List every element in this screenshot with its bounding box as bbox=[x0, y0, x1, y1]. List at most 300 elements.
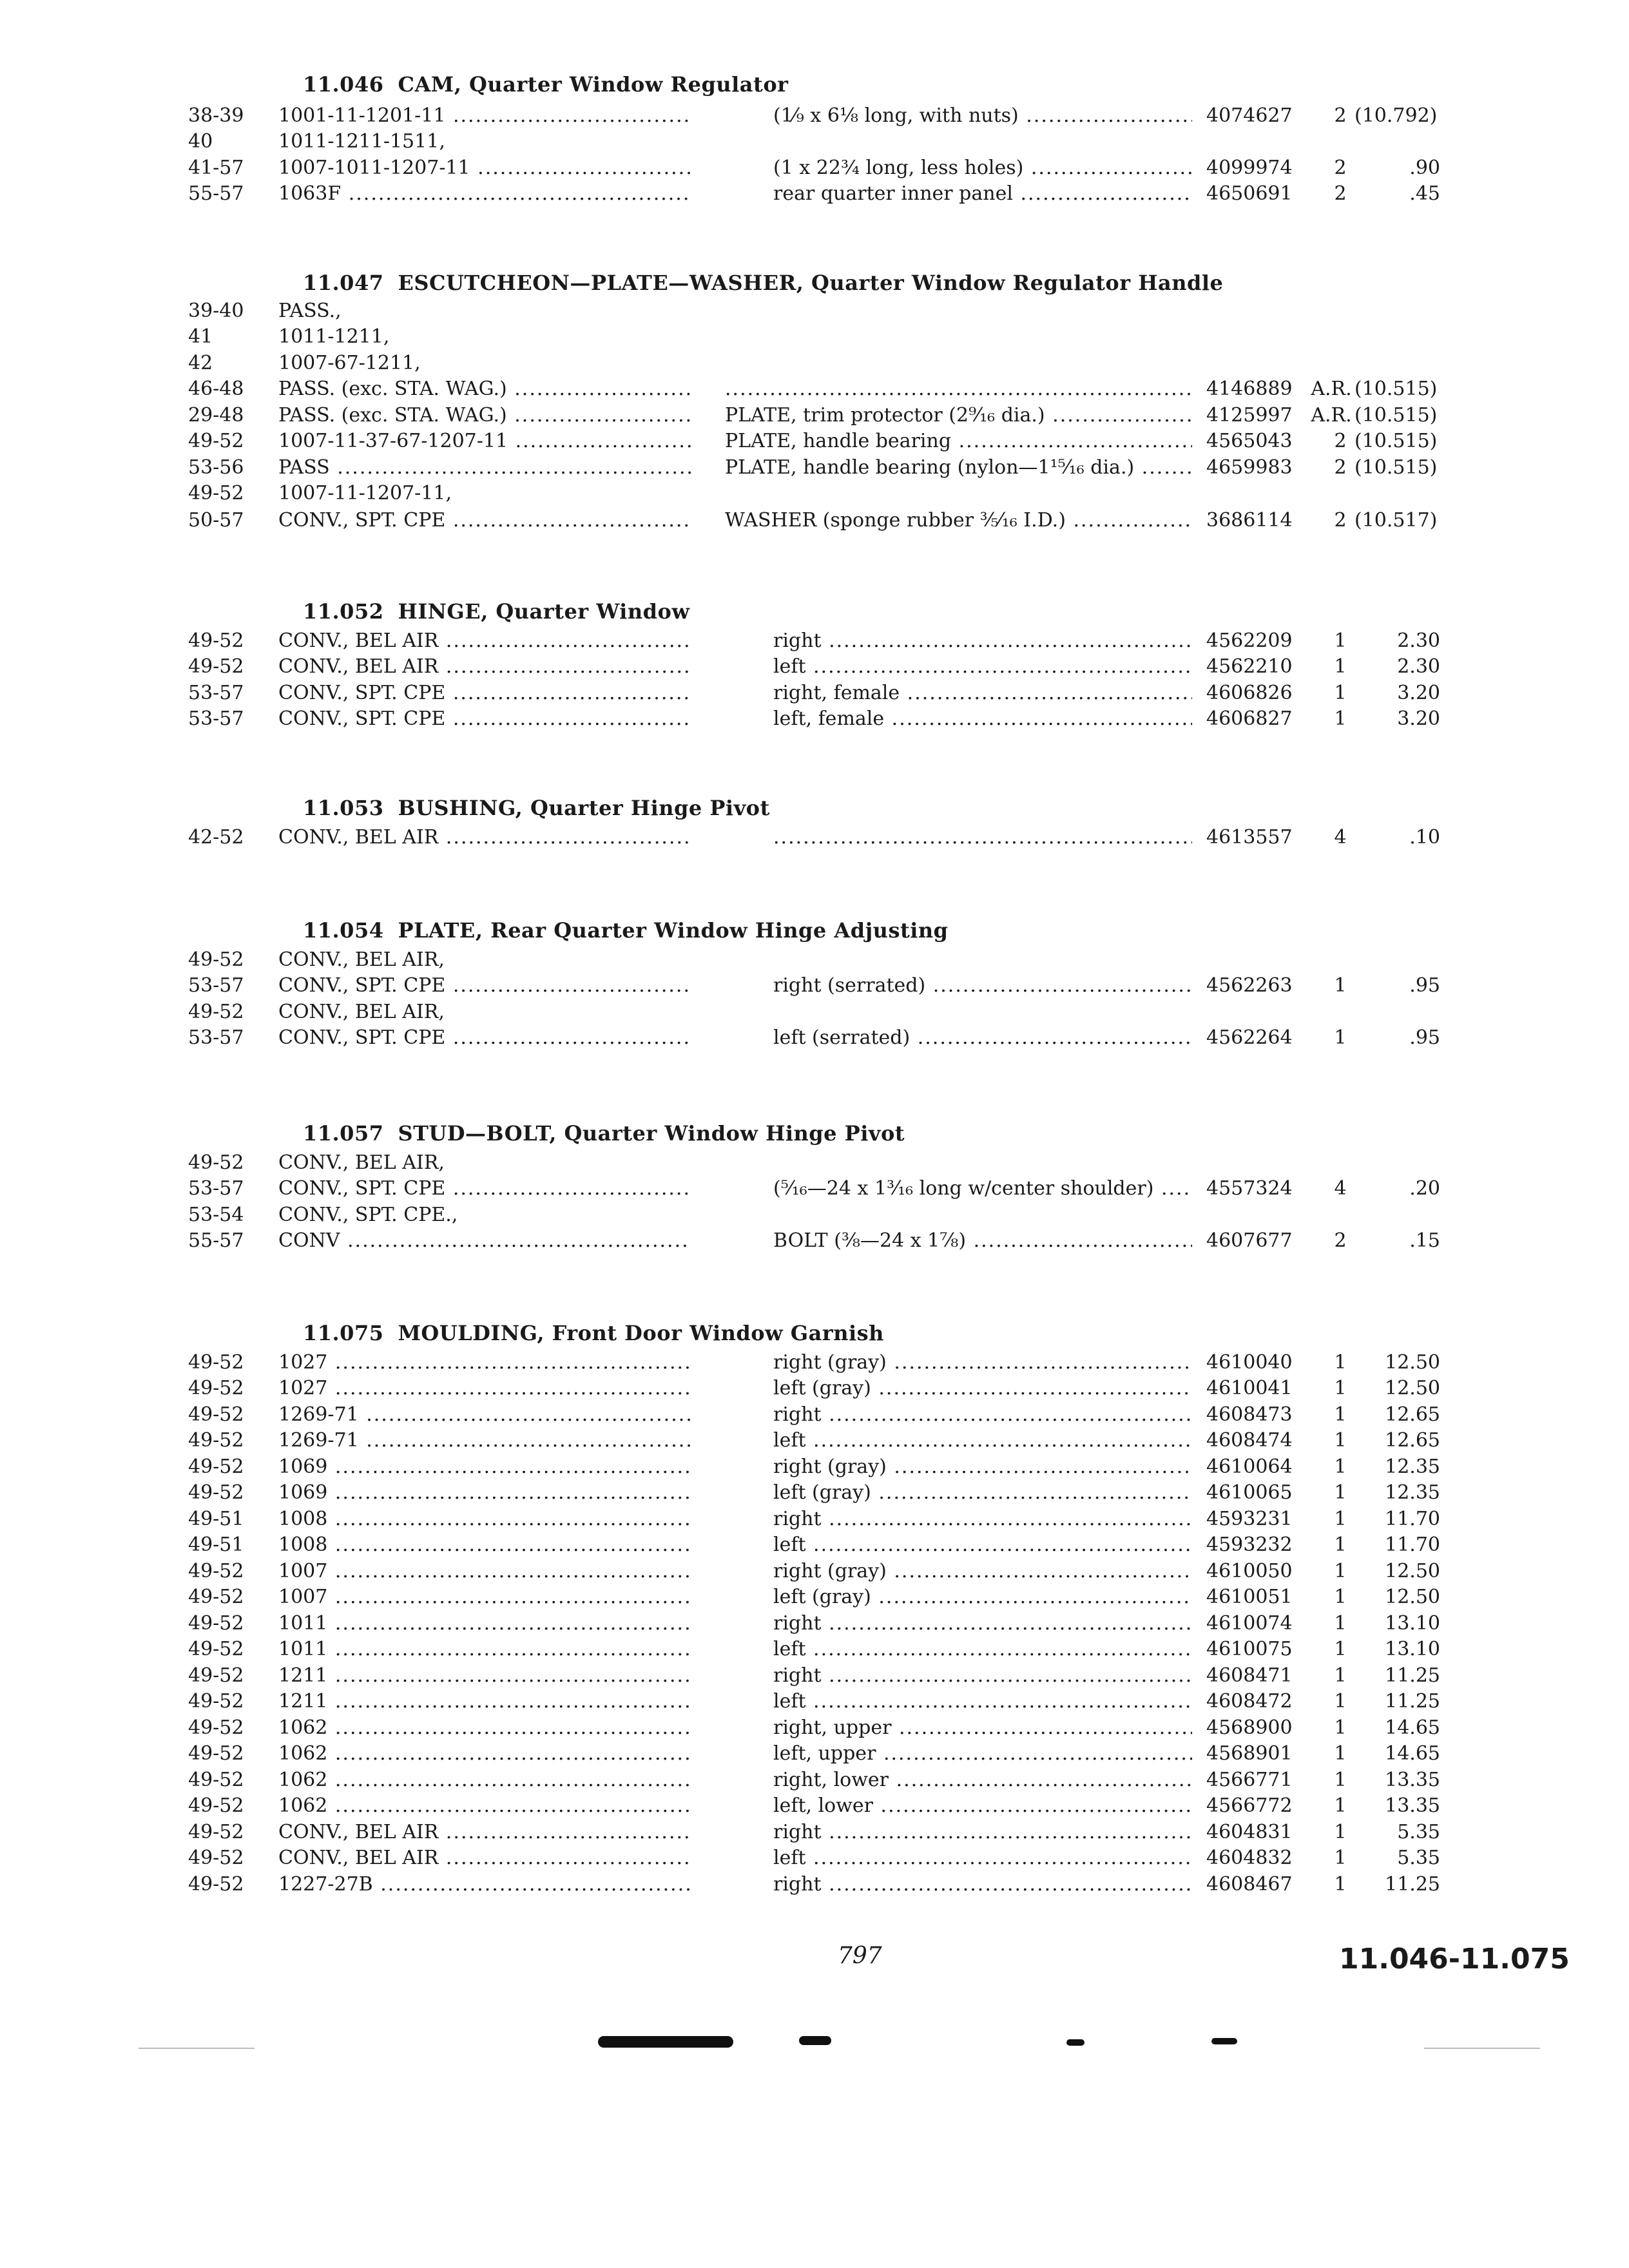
years-cell: 53-57 bbox=[188, 1026, 244, 1049]
price-cell: 11.70 bbox=[1385, 1533, 1440, 1556]
part-number-cell: 4593231 bbox=[1206, 1508, 1293, 1530]
part-number-cell: 4568901 bbox=[1206, 1742, 1293, 1765]
parts-row bbox=[0, 480, 1629, 507]
quantity-cell: 2 bbox=[1334, 104, 1347, 127]
quantity-cell: 1 bbox=[1334, 629, 1347, 652]
parts-row bbox=[0, 1175, 1629, 1202]
quantity-cell: 4 bbox=[1334, 1177, 1347, 1200]
quantity-cell: 1 bbox=[1334, 1533, 1347, 1556]
description-cell: PLATE, handle bearing (nylon—1¹⁵⁄₁₆ dia.) ..... bbox=[725, 454, 1192, 481]
section-heading bbox=[303, 796, 770, 820]
price-cell: 12.35 bbox=[1385, 1481, 1440, 1504]
quantity-cell: 1 bbox=[1334, 682, 1347, 704]
quantity-cell: 1 bbox=[1334, 1429, 1347, 1452]
models-cell: 1269-71 ..... bbox=[278, 1401, 691, 1428]
parts-row bbox=[0, 1532, 1629, 1559]
description-cell: BOLT (⅜—24 x 1⅞) ..... bbox=[773, 1227, 1192, 1254]
parts-row bbox=[0, 1636, 1629, 1663]
part-number-cell: 4562210 bbox=[1206, 655, 1293, 678]
models-cell: 1062 ..... bbox=[278, 1792, 691, 1820]
part-number-cell: 4610040 bbox=[1206, 1351, 1293, 1374]
models-cell: 1007 ..... bbox=[278, 1558, 691, 1585]
section-title: PLATE, Rear Quarter Window Hinge Adjusting bbox=[398, 918, 949, 943]
description-cell: (⁵⁄₁₆—24 x 1³⁄₁₆ long w/center shoulder) ..... bbox=[773, 1175, 1192, 1202]
description-cell: left (gray) ..... bbox=[773, 1584, 1192, 1611]
quantity-cell: 1 bbox=[1334, 1742, 1347, 1765]
years-cell: 49-52 bbox=[188, 1586, 244, 1608]
description-cell bbox=[725, 376, 1192, 403]
parts-row bbox=[0, 1584, 1629, 1611]
models-cell: 1062 ..... bbox=[278, 1715, 691, 1742]
description-cell: left ..... bbox=[773, 1532, 1192, 1559]
models-cell: 1227-27B ..... bbox=[278, 1871, 691, 1898]
description-cell: left, female ..... bbox=[773, 706, 1192, 733]
quantity-cell: 1 bbox=[1334, 1508, 1347, 1530]
scan-smudge bbox=[799, 2036, 831, 2045]
quantity-cell: 1 bbox=[1334, 1377, 1347, 1399]
years-cell: 49-52 bbox=[188, 1612, 244, 1635]
part-number-cell: 4604831 bbox=[1206, 1821, 1293, 1843]
quantity-cell: A.R. bbox=[1311, 404, 1352, 427]
part-number-cell: 4099974 bbox=[1206, 157, 1293, 179]
price-cell: 3.20 bbox=[1397, 682, 1440, 704]
price-cell: 5.35 bbox=[1397, 1821, 1440, 1843]
description-cell: right ..... bbox=[773, 1506, 1192, 1533]
price-cell: 12.65 bbox=[1385, 1429, 1440, 1452]
years-cell: 49-52 bbox=[188, 482, 244, 505]
years-cell: 49-52 bbox=[188, 1794, 244, 1817]
years-cell: 39-40 bbox=[188, 300, 244, 322]
price-cell: 12.50 bbox=[1385, 1377, 1440, 1399]
page-number: 797 bbox=[838, 1943, 882, 1969]
years-cell: 53-54 bbox=[188, 1204, 244, 1226]
price-cell: 13.10 bbox=[1385, 1612, 1440, 1635]
part-number-cell: 3686114 bbox=[1206, 509, 1293, 532]
section-number: 11.046 bbox=[303, 72, 384, 97]
quantity-cell: 2 bbox=[1334, 157, 1347, 179]
part-number-cell: 4610064 bbox=[1206, 1456, 1293, 1478]
years-cell: 38-39 bbox=[188, 104, 244, 127]
years-cell: 49-52 bbox=[188, 1638, 244, 1660]
models-cell: 1007 ..... bbox=[278, 1584, 691, 1611]
quantity-cell: 1 bbox=[1334, 1351, 1347, 1374]
parts-row bbox=[0, 680, 1629, 707]
years-cell: 49-52 bbox=[188, 430, 244, 452]
price-cell: .45 bbox=[1409, 182, 1440, 205]
part-number-cell: 4566771 bbox=[1206, 1769, 1293, 1791]
models-cell: 1011-1211-1511, bbox=[278, 130, 445, 153]
price-cell: .10 bbox=[1409, 826, 1440, 849]
price-cell: 2.30 bbox=[1397, 655, 1440, 678]
years-cell: 46-48 bbox=[188, 378, 244, 400]
quantity-cell: 1 bbox=[1334, 1847, 1347, 1869]
parts-row bbox=[0, 1375, 1629, 1402]
price-cell: (10.515) bbox=[1354, 456, 1438, 479]
years-cell: 53-57 bbox=[188, 682, 244, 704]
section-title: ESCUTCHEON—PLATE—WASHER, Quarter Window Regulator Handle bbox=[398, 271, 1224, 295]
years-cell: 49-52 bbox=[188, 1403, 244, 1426]
part-number-cell: 4610065 bbox=[1206, 1481, 1293, 1504]
years-cell: 49-52 bbox=[188, 1001, 244, 1023]
price-cell: (10.515) bbox=[1354, 404, 1438, 427]
description-cell: right ..... bbox=[773, 1871, 1192, 1898]
price-cell: (10.515) bbox=[1354, 378, 1438, 400]
price-cell: 14.65 bbox=[1385, 1742, 1440, 1765]
models-cell: 1001-11-1201-11 ..... bbox=[278, 102, 691, 130]
description-cell: rear quarter inner panel ..... bbox=[773, 180, 1192, 207]
part-number-cell: 4565043 bbox=[1206, 430, 1293, 452]
quantity-cell: 1 bbox=[1334, 974, 1347, 997]
parts-row bbox=[0, 824, 1629, 851]
part-number-cell: 4074627 bbox=[1206, 104, 1293, 127]
models-cell: PASS. (exc. STA. WAG.) ..... bbox=[278, 402, 691, 429]
models-cell: CONV., BEL AIR ..... bbox=[278, 824, 691, 851]
models-cell: 1062 ..... bbox=[278, 1740, 691, 1767]
section-number: 11.047 bbox=[303, 271, 384, 295]
section-title: HINGE, Quarter Window bbox=[398, 599, 690, 624]
section-heading bbox=[303, 1121, 905, 1146]
quantity-cell: 1 bbox=[1334, 1769, 1347, 1791]
models-cell: CONV., SPT. CPE., bbox=[278, 1204, 458, 1226]
section-heading bbox=[303, 599, 689, 624]
quantity-cell: 1 bbox=[1334, 1481, 1347, 1504]
parts-row bbox=[0, 1688, 1629, 1715]
parts-row bbox=[0, 1427, 1629, 1454]
models-cell: 1062 ..... bbox=[278, 1767, 691, 1794]
parts-row bbox=[0, 1845, 1629, 1872]
description-cell: left ..... bbox=[773, 1688, 1192, 1715]
models-cell: CONV., SPT. CPE ..... bbox=[278, 507, 691, 534]
parts-row bbox=[0, 128, 1629, 155]
parts-row bbox=[0, 947, 1629, 974]
description-cell: right ..... bbox=[773, 1819, 1192, 1846]
description-cell: right, lower ..... bbox=[773, 1767, 1192, 1794]
quantity-cell: 1 bbox=[1334, 1873, 1347, 1896]
models-cell: 1027 ..... bbox=[278, 1375, 691, 1402]
part-number-cell: 4604832 bbox=[1206, 1847, 1293, 1869]
quantity-cell: 1 bbox=[1334, 655, 1347, 678]
part-number-cell: 4562263 bbox=[1206, 974, 1293, 997]
section-title: MOULDING, Front Door Window Garnish bbox=[398, 1321, 884, 1345]
part-number-cell: 4650691 bbox=[1206, 182, 1293, 205]
part-number-cell: 4562264 bbox=[1206, 1026, 1293, 1049]
parts-row bbox=[0, 1202, 1629, 1229]
years-cell: 42 bbox=[188, 352, 213, 374]
quantity-cell: 1 bbox=[1334, 1638, 1347, 1660]
models-cell: CONV., BEL AIR ..... bbox=[278, 628, 691, 655]
price-cell: 12.50 bbox=[1385, 1586, 1440, 1608]
description-cell: left ..... bbox=[773, 1427, 1192, 1454]
part-number-cell: 4606826 bbox=[1206, 682, 1293, 704]
price-cell: 2.30 bbox=[1397, 629, 1440, 652]
years-cell: 49-52 bbox=[188, 1821, 244, 1843]
description-cell: right (gray) ..... bbox=[773, 1349, 1192, 1376]
price-cell: 12.50 bbox=[1385, 1560, 1440, 1582]
part-number-cell: 4146889 bbox=[1206, 378, 1293, 400]
years-cell: 53-57 bbox=[188, 1177, 244, 1200]
years-cell: 49-52 bbox=[188, 1456, 244, 1478]
models-cell: 1007-11-1207-11, bbox=[278, 482, 452, 505]
part-number-cell: 4608467 bbox=[1206, 1873, 1293, 1896]
parts-row bbox=[0, 428, 1629, 455]
part-number-cell: 4606827 bbox=[1206, 707, 1293, 730]
part-number-cell: 4608473 bbox=[1206, 1403, 1293, 1426]
years-cell: 49-52 bbox=[188, 1847, 244, 1869]
scan-line bbox=[139, 2048, 255, 2049]
description-cell: (1⁄⁡₉ x 6⅛ long, with nuts) ..... bbox=[773, 102, 1192, 130]
models-cell: 1007-67-1211, bbox=[278, 352, 421, 374]
description-cell bbox=[773, 824, 1192, 851]
parts-row bbox=[0, 1149, 1629, 1177]
parts-row bbox=[0, 1024, 1629, 1052]
years-cell: 49-52 bbox=[188, 1377, 244, 1399]
description-cell: PLATE, handle bearing ..... bbox=[725, 428, 1192, 455]
part-number-cell: 4659983 bbox=[1206, 456, 1293, 479]
price-cell: 11.25 bbox=[1385, 1873, 1440, 1896]
years-cell: 49-52 bbox=[188, 1351, 244, 1374]
models-cell: CONV., BEL AIR ..... bbox=[278, 1819, 691, 1846]
quantity-cell: 2 bbox=[1334, 1229, 1347, 1252]
description-cell: left ..... bbox=[773, 1636, 1192, 1663]
price-cell: 12.65 bbox=[1385, 1403, 1440, 1426]
description-cell: left ..... bbox=[773, 1845, 1192, 1872]
part-number-cell: 4568900 bbox=[1206, 1716, 1293, 1739]
parts-row bbox=[0, 1227, 1629, 1254]
parts-row bbox=[0, 1454, 1629, 1481]
models-cell: CONV., SPT. CPE ..... bbox=[278, 680, 691, 707]
years-cell: 49-52 bbox=[188, 1769, 244, 1791]
section-number: 11.053 bbox=[303, 796, 384, 820]
section-number: 11.054 bbox=[303, 918, 384, 943]
years-cell: 49-52 bbox=[188, 1429, 244, 1452]
years-cell: 49-52 bbox=[188, 1690, 244, 1713]
models-cell: 1008 ..... bbox=[278, 1506, 691, 1533]
years-cell: 49-52 bbox=[188, 1716, 244, 1739]
section-heading bbox=[303, 918, 949, 943]
description-cell: left (gray) ..... bbox=[773, 1375, 1192, 1402]
quantity-cell: 1 bbox=[1334, 1403, 1347, 1426]
quantity-cell: 1 bbox=[1334, 1456, 1347, 1478]
part-number-cell: 4593232 bbox=[1206, 1533, 1293, 1556]
section-number: 11.052 bbox=[303, 599, 384, 624]
models-cell: 1011-1211, bbox=[278, 325, 390, 348]
parts-row bbox=[0, 1506, 1629, 1533]
price-cell: 13.35 bbox=[1385, 1794, 1440, 1817]
parts-row bbox=[0, 180, 1629, 207]
models-cell: 1269-71 ..... bbox=[278, 1427, 691, 1454]
models-cell: PASS., bbox=[278, 300, 342, 322]
description-cell: right (gray) ..... bbox=[773, 1558, 1192, 1585]
years-cell: 49-52 bbox=[188, 1664, 244, 1687]
part-number-cell: 4608471 bbox=[1206, 1664, 1293, 1687]
description-cell: left ..... bbox=[773, 653, 1192, 680]
price-cell: .20 bbox=[1409, 1177, 1440, 1200]
years-cell: 49-51 bbox=[188, 1508, 244, 1530]
quantity-cell: 2 bbox=[1334, 456, 1347, 479]
part-number-cell: 4125997 bbox=[1206, 404, 1293, 427]
years-cell: 42-52 bbox=[188, 826, 244, 849]
years-cell: 50-57 bbox=[188, 509, 244, 532]
part-number-cell: 4608472 bbox=[1206, 1690, 1293, 1713]
parts-row bbox=[0, 102, 1629, 130]
models-cell: CONV., BEL AIR, bbox=[278, 1001, 445, 1023]
quantity-cell: 4 bbox=[1334, 826, 1347, 849]
part-number-cell: 4608474 bbox=[1206, 1429, 1293, 1452]
description-cell: right (gray) ..... bbox=[773, 1454, 1192, 1481]
years-cell: 53-56 bbox=[188, 456, 244, 479]
part-number-cell: 4610075 bbox=[1206, 1638, 1293, 1660]
quantity-cell: 1 bbox=[1334, 1821, 1347, 1843]
scan-line bbox=[1424, 2048, 1540, 2049]
quantity-cell: 1 bbox=[1334, 1612, 1347, 1635]
models-cell: 1007-11-37-67-1207-11 ..... bbox=[278, 428, 691, 455]
description-cell: left, lower ..... bbox=[773, 1792, 1192, 1820]
part-number-cell: 4610051 bbox=[1206, 1586, 1293, 1608]
quantity-cell: 1 bbox=[1334, 1026, 1347, 1049]
part-number-cell: 4566772 bbox=[1206, 1794, 1293, 1817]
years-cell: 49-52 bbox=[188, 1873, 244, 1896]
description-cell: left (gray) ..... bbox=[773, 1479, 1192, 1506]
scan-smudge bbox=[598, 2036, 733, 2048]
models-cell: PASS. (exc. STA. WAG.) ..... bbox=[278, 376, 691, 403]
models-cell: CONV., BEL AIR, bbox=[278, 948, 445, 971]
years-cell: 49-52 bbox=[188, 1151, 244, 1174]
parts-row bbox=[0, 1610, 1629, 1637]
price-cell: 11.25 bbox=[1385, 1664, 1440, 1687]
quantity-cell: 1 bbox=[1334, 1794, 1347, 1817]
models-cell: CONV., SPT. CPE ..... bbox=[278, 1175, 691, 1202]
parts-row bbox=[0, 1715, 1629, 1742]
part-number-cell: 4557324 bbox=[1206, 1177, 1293, 1200]
price-cell: 13.35 bbox=[1385, 1769, 1440, 1791]
models-cell: 1027 ..... bbox=[278, 1349, 691, 1376]
section-heading bbox=[303, 271, 1223, 295]
price-cell: 11.70 bbox=[1385, 1508, 1440, 1530]
price-cell: .95 bbox=[1409, 1026, 1440, 1049]
section-range: 11.046-11.075 bbox=[1339, 1943, 1570, 1975]
models-cell: 1063F ..... bbox=[278, 180, 691, 207]
years-cell: 29-48 bbox=[188, 404, 244, 427]
part-number-cell: 4613557 bbox=[1206, 826, 1293, 849]
description-cell: right, female ..... bbox=[773, 680, 1192, 707]
parts-row bbox=[0, 1662, 1629, 1689]
section-number: 11.057 bbox=[303, 1121, 384, 1146]
quantity-cell: 1 bbox=[1334, 707, 1347, 730]
section-heading bbox=[303, 72, 789, 97]
price-cell: 12.35 bbox=[1385, 1456, 1440, 1478]
years-cell: 55-57 bbox=[188, 1229, 244, 1252]
years-cell: 41-57 bbox=[188, 157, 244, 179]
part-number-cell: 4562209 bbox=[1206, 629, 1293, 652]
models-cell: CONV., BEL AIR, bbox=[278, 1151, 445, 1174]
price-cell: 5.35 bbox=[1397, 1847, 1440, 1869]
part-number-cell: 4607677 bbox=[1206, 1229, 1293, 1252]
years-cell: 49-52 bbox=[188, 1560, 244, 1582]
price-cell: .15 bbox=[1409, 1229, 1440, 1252]
parts-row bbox=[0, 706, 1629, 733]
parts-row bbox=[0, 972, 1629, 999]
part-number-cell: 4610050 bbox=[1206, 1560, 1293, 1582]
models-cell: CONV., SPT. CPE ..... bbox=[278, 972, 691, 999]
description-cell: right ..... bbox=[773, 628, 1192, 655]
parts-row bbox=[0, 1401, 1629, 1428]
quantity-cell: 2 bbox=[1334, 509, 1347, 532]
parts-row bbox=[0, 1558, 1629, 1585]
models-cell: 1011 ..... bbox=[278, 1610, 691, 1637]
years-cell: 53-57 bbox=[188, 974, 244, 997]
years-cell: 53-57 bbox=[188, 707, 244, 730]
scan-smudge bbox=[1066, 2039, 1084, 2046]
quantity-cell: 1 bbox=[1334, 1664, 1347, 1687]
parts-row bbox=[0, 628, 1629, 655]
parts-row bbox=[0, 999, 1629, 1026]
price-cell: (10.515) bbox=[1354, 430, 1438, 452]
scan-smudge bbox=[1211, 2038, 1237, 2044]
years-cell: 49-51 bbox=[188, 1533, 244, 1556]
price-cell: (10.517) bbox=[1354, 509, 1438, 532]
models-cell: CONV., SPT. CPE ..... bbox=[278, 706, 691, 733]
description-cell: left, upper ..... bbox=[773, 1740, 1192, 1767]
section-title: CAM, Quarter Window Regulator bbox=[398, 72, 789, 97]
years-cell: 49-52 bbox=[188, 1742, 244, 1765]
description-cell: right ..... bbox=[773, 1401, 1192, 1428]
quantity-cell: 2 bbox=[1334, 430, 1347, 452]
description-cell: right (serrated) ..... bbox=[773, 972, 1192, 999]
description-cell: (1 x 22¾ long, less holes) ..... bbox=[773, 155, 1192, 182]
section-title: STUD—BOLT, Quarter Window Hinge Pivot bbox=[398, 1121, 905, 1146]
parts-row bbox=[0, 507, 1629, 534]
parts-row bbox=[0, 1740, 1629, 1767]
models-cell: 1069 ..... bbox=[278, 1479, 691, 1506]
years-cell: 40 bbox=[188, 130, 213, 153]
section-heading bbox=[303, 1321, 884, 1345]
price-cell: .95 bbox=[1409, 974, 1440, 997]
price-cell: 3.20 bbox=[1397, 707, 1440, 730]
parts-row bbox=[0, 323, 1629, 351]
models-cell: 1069 ..... bbox=[278, 1454, 691, 1481]
price-cell: 13.10 bbox=[1385, 1638, 1440, 1660]
models-cell: CONV ..... bbox=[278, 1227, 691, 1254]
parts-row bbox=[0, 1871, 1629, 1898]
years-cell: 55-57 bbox=[188, 182, 244, 205]
price-cell: .90 bbox=[1409, 157, 1440, 179]
models-cell: CONV., BEL AIR ..... bbox=[278, 653, 691, 680]
models-cell: CONV., SPT. CPE ..... bbox=[278, 1024, 691, 1052]
parts-row bbox=[0, 1819, 1629, 1846]
parts-row bbox=[0, 298, 1629, 325]
parts-row bbox=[0, 376, 1629, 403]
description-cell: right ..... bbox=[773, 1662, 1192, 1689]
parts-row bbox=[0, 454, 1629, 481]
part-number-cell: 4610074 bbox=[1206, 1612, 1293, 1635]
parts-row bbox=[0, 1767, 1629, 1794]
quantity-cell: 1 bbox=[1334, 1560, 1347, 1582]
years-cell: 41 bbox=[188, 325, 213, 348]
price-cell: 11.25 bbox=[1385, 1690, 1440, 1713]
parts-row bbox=[0, 1792, 1629, 1820]
parts-row bbox=[0, 155, 1629, 182]
models-cell: 1011 ..... bbox=[278, 1636, 691, 1663]
parts-row bbox=[0, 350, 1629, 377]
parts-row bbox=[0, 653, 1629, 680]
years-cell: 49-52 bbox=[188, 948, 244, 971]
years-cell: 49-52 bbox=[188, 1481, 244, 1504]
part-number-cell: 4610041 bbox=[1206, 1377, 1293, 1399]
quantity-cell: 2 bbox=[1334, 182, 1347, 205]
parts-row bbox=[0, 402, 1629, 429]
description-cell: right, upper ..... bbox=[773, 1715, 1192, 1742]
quantity-cell: 1 bbox=[1334, 1586, 1347, 1608]
